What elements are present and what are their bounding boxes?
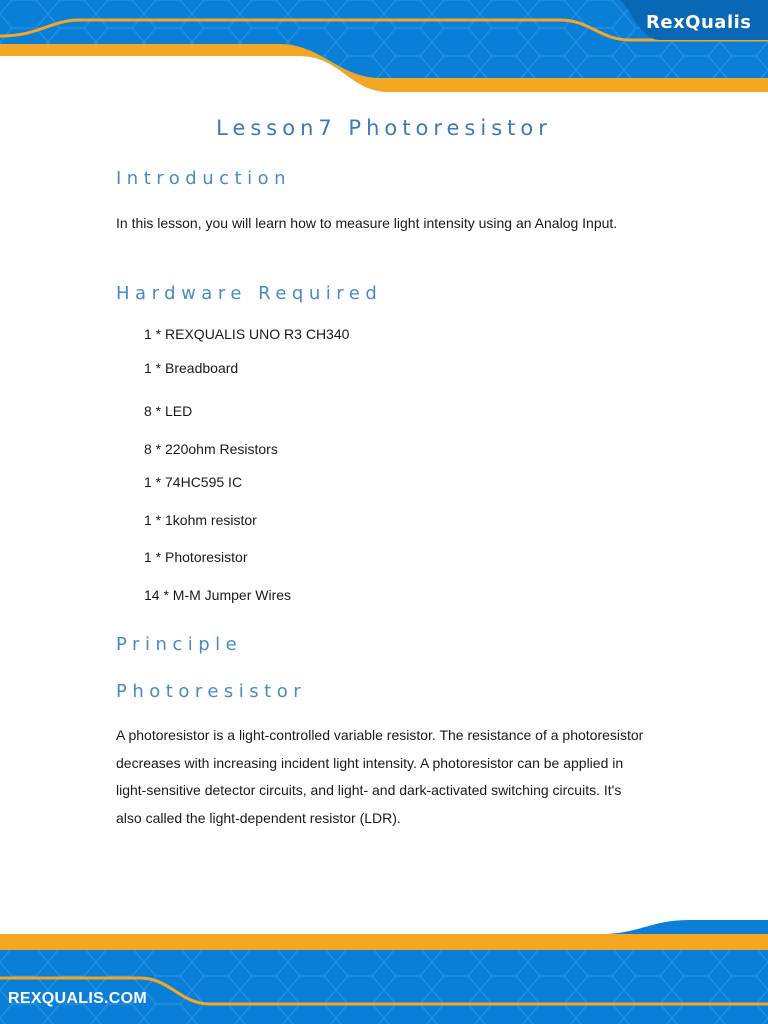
hardware-item: 8 * 220ohm Resistors bbox=[144, 441, 278, 457]
hardware-item: 1 * Breadboard bbox=[144, 360, 239, 376]
footer-website: REXQUALIS.COM bbox=[8, 990, 148, 1007]
photoresistor-text: A photoresistor is a light-controlled variable resistor. The resistance of a photoresistor decreases with increasing incident light intensity. A photoresistor can be applied in light-sensitive detector circuits, and light- and dark-activated switching circuits. It's also called the light-dependent resistor (LDR). bbox=[116, 727, 644, 826]
introduction-text: In this lesson, you will learn how to measure light intensity using an Analog Input. bbox=[116, 215, 618, 231]
photoresistor-subheading: Photoresistor bbox=[116, 681, 307, 702]
hardware-item: 1 * 1kohm resistor bbox=[144, 512, 257, 528]
hardware-heading: Hardware Required bbox=[116, 283, 383, 304]
introduction-heading: Introduction bbox=[116, 168, 292, 189]
hardware-item: 14 * M-M Jumper Wires bbox=[144, 587, 292, 603]
principle-heading: Principle bbox=[116, 634, 243, 655]
hardware-item: 1 * 74HC595 IC bbox=[144, 474, 243, 490]
footer-banner bbox=[0, 920, 768, 1024]
hardware-item: 1 * Photoresistor bbox=[144, 549, 248, 565]
brand-logo: RexQualis bbox=[646, 12, 752, 33]
hardware-item: 8 * LED bbox=[144, 403, 193, 419]
hardware-item: 1 * REXQUALIS UNO R3 CH340 bbox=[144, 326, 350, 342]
page-title: Lesson7 Photoresistor bbox=[216, 116, 552, 140]
